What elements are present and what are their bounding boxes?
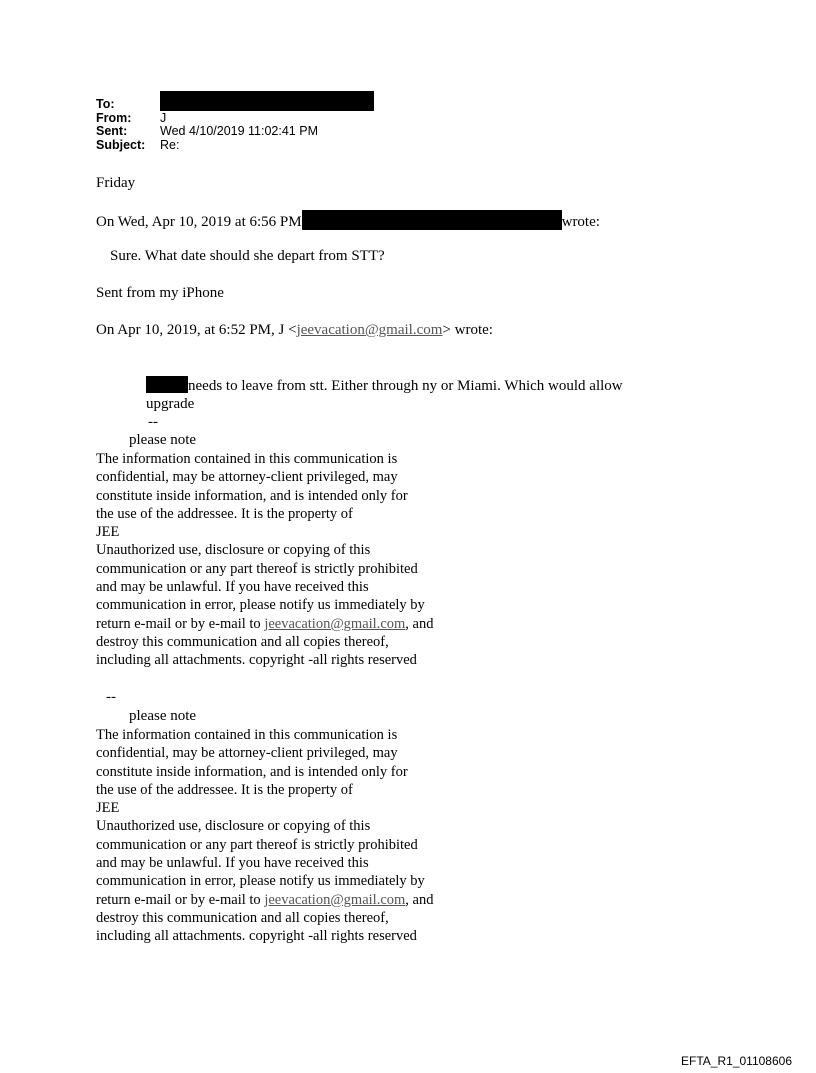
disclaimer-line: JEE: [96, 800, 120, 817]
sent-value: Wed 4/10/2019 11:02:41 PM: [160, 124, 318, 138]
disclaimer-line-text: return e-mail or by e-mail to: [96, 891, 265, 908]
disclaimer-line: including all attachments. copyright -all rights reserved: [96, 652, 417, 669]
from-value: J: [160, 110, 167, 125]
inner-message-line2: upgrade: [146, 396, 195, 412]
sender-redaction: [302, 210, 562, 230]
disclaimer-line: destroy this communication and all copies thereof,: [96, 633, 389, 650]
disclaimer-line: The information contained in this communication is: [96, 727, 398, 743]
disclaimer-line-text: , and: [405, 615, 434, 632]
subject-label: Subject:: [96, 137, 146, 152]
note-2: please note: [129, 708, 197, 724]
disclaimer-line: constitute inside information, and is intended only for: [96, 487, 408, 504]
disclaimer-line: communication or any part thereof is strictly prohibited: [96, 560, 418, 577]
sent-label: Sent:: [96, 124, 128, 138]
disclaimer-line: destroy this communication and all copies thereof,: [96, 909, 389, 926]
disclaimer-line: confidential, may be attorney-client privileged, may: [96, 745, 398, 762]
quote2-suffix: > wrote:: [442, 322, 493, 338]
quote1-attribution: [96, 210, 600, 231]
disclaimer-1: [96, 450, 433, 670]
disclaimer-line: communication in error, please notify us immediately by: [96, 873, 425, 890]
reply-text: Friday: [96, 175, 136, 191]
disclaimer-2: [96, 726, 433, 946]
signature: Sent from my iPhone: [96, 285, 224, 301]
quote1-suffix: wrote:: [561, 214, 600, 230]
quote2-prefix: On Apr 10, 2019, at 6:52 PM, J <: [96, 322, 297, 338]
quote1-text: Sure. What date should she depart from STT?: [110, 248, 385, 264]
disclaimer-line: the use of the addressee. It is the property of: [96, 781, 353, 798]
disclaimer-line: including all attachments. copyright -all rights reserved: [96, 928, 417, 945]
subject-row: [96, 139, 374, 153]
to-redaction: [160, 91, 374, 111]
separator-2: --: [106, 689, 116, 705]
disclaimer-line: confidential, may be attorney-client privileged, may: [96, 469, 398, 486]
disclaimer-line: JEE: [96, 524, 120, 541]
disclaimer-line: Unauthorized use, disclosure or copying of this: [96, 818, 371, 835]
email-header: [96, 98, 374, 152]
disclaimer-email-link[interactable]: jeevacation@gmail.com: [264, 891, 406, 908]
sent-row: [96, 125, 374, 139]
to-row: [96, 98, 374, 112]
disclaimer-line: [96, 615, 433, 633]
inner-note: please note: [129, 432, 197, 448]
disclaimer-line: constitute inside information, and is intended only for: [96, 763, 408, 780]
quote2-email-link[interactable]: jeevacation@gmail.com: [296, 322, 443, 338]
from-label: From:: [96, 110, 132, 125]
quote2-attribution: [96, 321, 493, 339]
quote1-prefix: On Wed, Apr 10, 2019 at 6:56 PM: [96, 214, 302, 230]
disclaimer-line: Unauthorized use, disclosure or copying of this: [96, 542, 371, 559]
disclaimer-line-text: return e-mail or by e-mail to: [96, 615, 265, 632]
disclaimer-line: communication or any part thereof is strictly prohibited: [96, 836, 418, 853]
disclaimer-line: communication in error, please notify us immediately by: [96, 597, 425, 614]
inner-message-line1: [146, 376, 623, 395]
disclaimer-line-text: , and: [405, 891, 434, 908]
disclaimer-email-link[interactable]: jeevacation@gmail.com: [264, 615, 406, 632]
disclaimer-line: the use of the addressee. It is the property of: [96, 505, 353, 522]
disclaimer-line: The information contained in this communication is: [96, 451, 398, 467]
inner-separator: --: [148, 414, 158, 430]
to-label: To:: [96, 97, 115, 111]
disclaimer-line: [96, 891, 433, 909]
disclaimer-line: and may be unlawful. If you have received this: [96, 579, 369, 596]
disclaimer-line: and may be unlawful. If you have received this: [96, 855, 369, 872]
document-id: EFTA_R1_01108606: [681, 1054, 792, 1068]
name-redaction: [146, 376, 188, 393]
subject-value: Re:: [160, 137, 180, 152]
from-row: [96, 112, 374, 126]
inner-line1-text: needs to leave from stt. Either through ny or Miami. Which would allow: [188, 378, 623, 394]
